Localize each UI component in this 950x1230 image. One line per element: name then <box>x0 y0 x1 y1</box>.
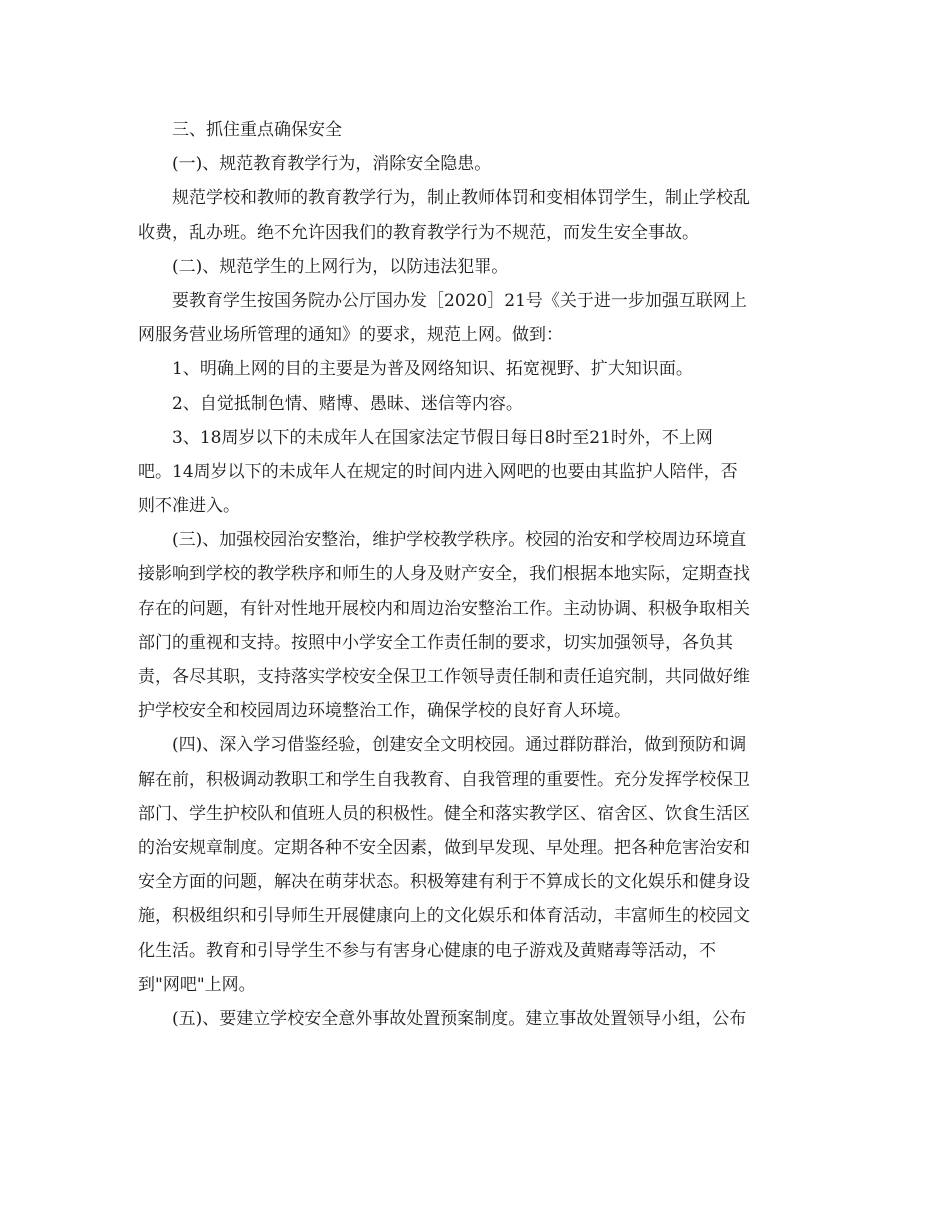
text-line: 部门的重视和支持。按照中小学安全工作责任制的要求，切实加强领导，各负其 <box>138 632 733 653</box>
text-line: 1、明确上网的目的主要是为普及网络知识、拓宽视野、扩大知识面。 <box>172 359 693 380</box>
text-line: 三、抓住重点确保安全 <box>172 120 342 140</box>
text-line: 收费，乱办班。绝不允许因我们的教育教学行为不规范，而发生安全事故。 <box>138 222 699 243</box>
text-line: (四)、深入学习借鉴经验，创建安全文明校园。通过群防群治，做到预防和调 <box>172 735 747 756</box>
text-line: 到"网吧"上网。 <box>138 974 256 995</box>
text-line: 护学校安全和校园周边环境整治工作，确保学校的良好育人环境。 <box>138 701 631 722</box>
text-line: 施，积极组织和引导师生开展健康向上的文化娱乐和体育活动，丰富师生的校园文 <box>138 906 750 927</box>
text-line: 要教育学生按国务院办公厅国办发［2020］21号《关于进一步加强互联网上 <box>172 290 747 311</box>
document-body <box>138 113 820 1036</box>
text-line: 责，各尽其职，支持落实学校安全保卫工作领导责任制和责任追究制，共同做好维 <box>138 667 750 687</box>
text-line: 规范学校和教师的教育教学行为，制止教师体罚和变相体罚学生，制止学校乱 <box>172 188 750 209</box>
text-line: (一)、规范教育教学行为，消除安全隐患。 <box>172 154 492 175</box>
text-line: 接影响到学校的教学秩序和师生的人身及财产安全，我们根据本地实际，定期查找 <box>138 564 750 585</box>
text-line: 部门、学生护校队和值班人员的积极性。健全和落实教学区、宿舍区、饮食生活区 <box>138 803 750 824</box>
text-line: (二)、规范学生的上网行为，以防违法犯罪。 <box>172 256 509 277</box>
text-line: 则不准进入。 <box>138 496 240 517</box>
text-line: 网服务营业场所管理的通知》的要求，规范上网。做到： <box>138 325 563 346</box>
text-line: 2、自觉抵制色情、赌博、愚昧、迷信等内容。 <box>172 393 523 414</box>
text-line: 存在的问题，有针对性地开展校内和周边治安整治工作。主动协调、积极争取相关 <box>138 598 750 619</box>
text-line: 安全方面的问题，解决在萌芽状态。积极筹建有利于不算成长的文化娱乐和健身设 <box>138 872 750 893</box>
text-line: 化生活。教育和引导学生不参与有害身心健康的电子游戏及黄赌毒等活动，不 <box>138 940 716 961</box>
text-line: 3、18周岁以下的未成年人在国家法定节假日每日8时至21时外，不上网 <box>172 427 713 448</box>
text-line: 吧。14周岁以下的未成年人在规定的时间内进入网吧的也要由其监护人陪伴，否 <box>138 461 738 482</box>
text-line: (三)、加强校园治安整治，维护学校教学秩序。校园的治安和学校周边环境直 <box>172 530 747 551</box>
text-line: 解在前，积极调动教职工和学生自我教育、自我管理的重要性。充分发挥学校保卫 <box>138 769 750 790</box>
text-line: 的治安规章制度。定期各种不安全因素，做到早发现、早处理。把各种危害治安和 <box>138 837 750 858</box>
text-line: (五)、要建立学校安全意外事故处置预案制度。建立事故处置领导小组，公布 <box>172 1008 747 1029</box>
